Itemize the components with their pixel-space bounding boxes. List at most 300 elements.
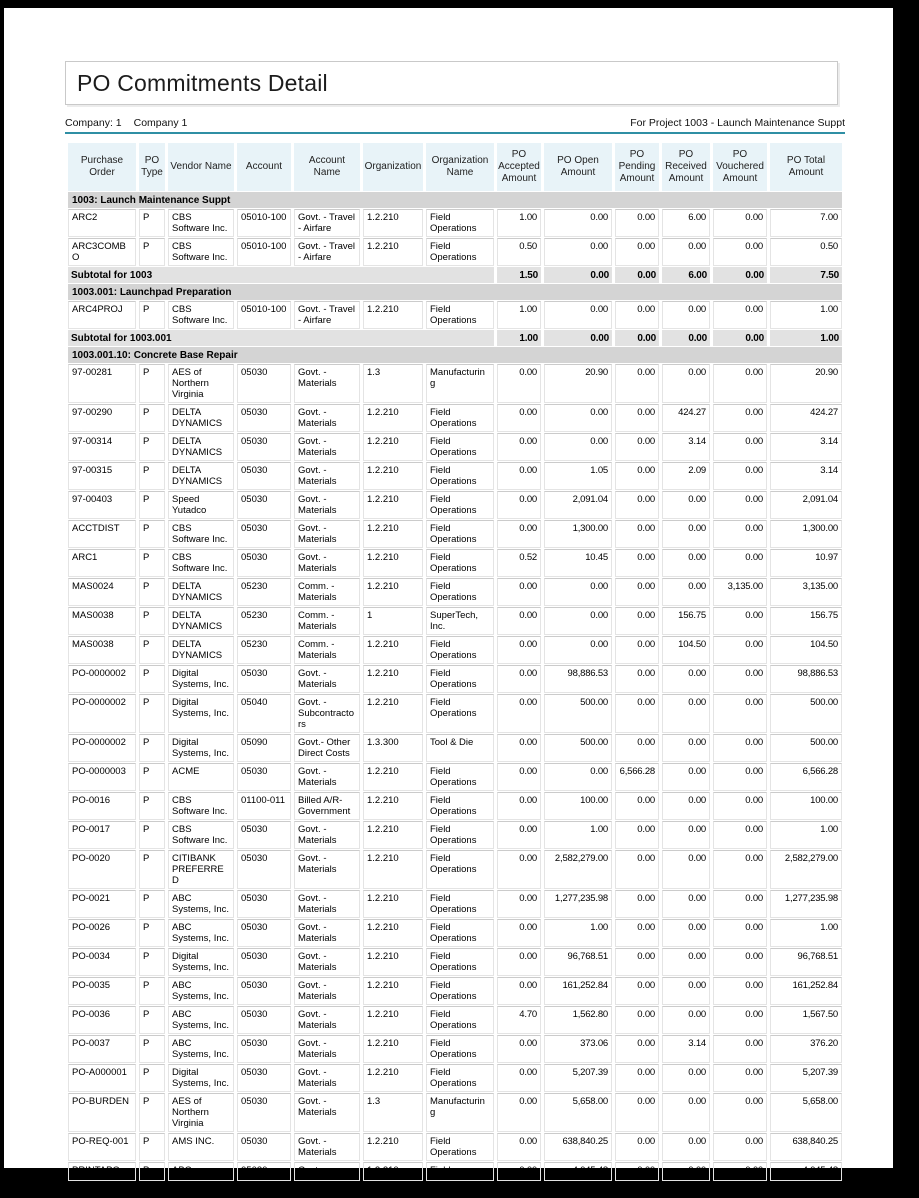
account-name-cell: Govt. - Materials xyxy=(294,890,360,918)
account-cell: 05030 xyxy=(237,520,291,548)
organization-name-cell: Field Operations xyxy=(426,821,494,849)
organization-name-cell: Field Operations xyxy=(426,1035,494,1063)
po-vouchered-amount-cell: 0.00 xyxy=(713,520,767,548)
organization-cell: 1.2.210 xyxy=(363,578,423,606)
organization-cell: 1.2.210 xyxy=(363,301,423,329)
organization-name-cell: Field Operations xyxy=(426,792,494,820)
vendor-name-cell: ABC Systems, Inc. xyxy=(168,977,234,1005)
po-total-amount-cell: 500.00 xyxy=(770,694,842,733)
po-table-row xyxy=(68,238,842,266)
account-cell: 05030 xyxy=(237,1162,291,1181)
subtotal-po-total-amount: 7.50 xyxy=(770,267,842,283)
po-accepted-amount-cell: 0.00 xyxy=(497,636,541,664)
po-table-row xyxy=(68,821,842,849)
po-open-amount-cell: 0.00 xyxy=(544,238,612,266)
po-vouchered-amount-cell: 0.00 xyxy=(713,665,767,693)
account-name-cell: Govt. - Materials xyxy=(294,1064,360,1092)
po-accepted-amount-cell: 0.00 xyxy=(497,948,541,976)
po-pending-amount-cell: 0.00 xyxy=(615,520,659,548)
organization-name-cell: Field Operations xyxy=(426,578,494,606)
purchase-order-cell: PO-A000001 xyxy=(68,1064,136,1092)
po-vouchered-amount-cell: 0.00 xyxy=(713,694,767,733)
purchase-order-cell: ACCTDIST xyxy=(68,520,136,548)
account-cell: 05030 xyxy=(237,821,291,849)
po-open-amount-cell: 20.90 xyxy=(544,364,612,403)
po-pending-amount-cell: 0.00 xyxy=(615,636,659,664)
po-received-amount-cell: 0.00 xyxy=(662,850,710,889)
account-name-cell: Govt. - Materials xyxy=(294,1093,360,1132)
account-cell: 05030 xyxy=(237,364,291,403)
account-cell: 05030 xyxy=(237,549,291,577)
group-header-label: 1003.001: Launchpad Preparation xyxy=(68,284,842,300)
po-vouchered-amount-cell: 0.00 xyxy=(713,209,767,237)
po-pending-amount-cell: 6,566.28 xyxy=(615,763,659,791)
organization-name-cell: Field Operations xyxy=(426,433,494,461)
po-open-amount-cell: 373.06 xyxy=(544,1035,612,1063)
account-cell: 05230 xyxy=(237,636,291,664)
po-total-amount-cell: 10.97 xyxy=(770,549,842,577)
report-meta-row xyxy=(65,117,845,134)
po-type-cell: P xyxy=(139,694,165,733)
vendor-name-cell: DELTA DYNAMICS xyxy=(168,636,234,664)
po-pending-amount-cell: 0.00 xyxy=(615,948,659,976)
account-name-cell: Billed A/R-Government xyxy=(294,792,360,820)
po-accepted-amount-cell: 0.00 xyxy=(497,763,541,791)
po-accepted-amount-cell: 0.00 xyxy=(497,404,541,432)
vendor-name-cell: CBS Software Inc. xyxy=(168,301,234,329)
po-open-amount-cell: 638,840.25 xyxy=(544,1133,612,1161)
po-accepted-amount-cell: 0.00 xyxy=(497,433,541,461)
account-cell: 05010-100 xyxy=(237,238,291,266)
vendor-name-cell: Digital Systems, Inc. xyxy=(168,694,234,733)
po-pending-amount-cell: 0.00 xyxy=(615,919,659,947)
report-page xyxy=(4,8,893,1198)
po-open-amount-cell: 10.45 xyxy=(544,549,612,577)
po-table-row xyxy=(68,1093,842,1132)
po-type-cell: P xyxy=(139,665,165,693)
col-header-po-received-amount: PO Received Amount xyxy=(662,143,710,191)
vendor-name-cell: ABC Systems, Inc. xyxy=(168,919,234,947)
purchase-order-cell: ARC3COMBO xyxy=(68,238,136,266)
account-name-cell: Govt. - Materials xyxy=(294,520,360,548)
organization-cell: 1.2.210 xyxy=(363,1035,423,1063)
po-total-amount-cell: 1,567.50 xyxy=(770,1006,842,1034)
subtotal-po-open-amount: 0.00 xyxy=(544,330,612,346)
po-received-amount-cell: 0.00 xyxy=(662,977,710,1005)
purchase-order-cell: PO-0034 xyxy=(68,948,136,976)
subtotal-po-received-amount: 6.00 xyxy=(662,267,710,283)
account-cell: 05030 xyxy=(237,977,291,1005)
account-name-cell: Govt. - Materials xyxy=(294,549,360,577)
po-commitments-table xyxy=(65,142,845,1182)
po-open-amount-cell: 0.00 xyxy=(544,763,612,791)
col-header-organization-name: Organization Name xyxy=(426,143,494,191)
subtotal-po-pending-amount: 0.00 xyxy=(615,267,659,283)
po-vouchered-amount-cell: 0.00 xyxy=(713,1006,767,1034)
account-cell: 05030 xyxy=(237,850,291,889)
po-total-amount-cell: 424.27 xyxy=(770,404,842,432)
po-vouchered-amount-cell: 0.00 xyxy=(713,919,767,947)
account-cell: 05030 xyxy=(237,763,291,791)
po-total-amount-cell: 376.20 xyxy=(770,1035,842,1063)
po-open-amount-cell: 0.00 xyxy=(544,433,612,461)
po-vouchered-amount-cell: 0.00 xyxy=(713,433,767,461)
organization-name-cell: Field Operations xyxy=(426,694,494,733)
vendor-name-cell: DELTA DYNAMICS xyxy=(168,404,234,432)
organization-cell: 1.2.210 xyxy=(363,1006,423,1034)
account-name-cell: Govt.- Other Direct Costs xyxy=(294,734,360,762)
po-table-row xyxy=(68,404,842,432)
group-header-row xyxy=(68,192,842,208)
subtotal-po-open-amount: 0.00 xyxy=(544,267,612,283)
po-table-row xyxy=(68,209,842,237)
po-open-amount-cell: 1,277,235.98 xyxy=(544,890,612,918)
subtotal-label: Subtotal for 1003 xyxy=(68,267,494,283)
account-cell: 05030 xyxy=(237,1064,291,1092)
po-received-amount-cell: 0.00 xyxy=(662,763,710,791)
purchase-order-cell: MAS0038 xyxy=(68,636,136,664)
account-name-cell: Govt. - Materials xyxy=(294,763,360,791)
purchase-order-cell: PO-0000002 xyxy=(68,694,136,733)
account-name-cell: Comm. - Materials xyxy=(294,578,360,606)
purchase-order-cell: PO-0036 xyxy=(68,1006,136,1034)
po-received-amount-cell: 0.00 xyxy=(662,520,710,548)
account-cell: 05030 xyxy=(237,1133,291,1161)
po-pending-amount-cell: 0.00 xyxy=(615,607,659,635)
purchase-order-cell: PRINTAPO xyxy=(68,1162,136,1181)
account-cell: 05030 xyxy=(237,1093,291,1132)
po-open-amount-cell: 1,562.80 xyxy=(544,1006,612,1034)
organization-cell: 1.2.210 xyxy=(363,948,423,976)
account-cell: 05030 xyxy=(237,433,291,461)
table-header-row xyxy=(68,143,842,191)
col-header-po-vouchered-amount: PO Vouchered Amount xyxy=(713,143,767,191)
vendor-name-cell: AES of Northern Virginia xyxy=(168,1093,234,1132)
po-received-amount-cell: 3.14 xyxy=(662,1035,710,1063)
organization-name-cell: Field Operations xyxy=(426,665,494,693)
po-total-amount-cell: 100.00 xyxy=(770,792,842,820)
po-table-body xyxy=(68,192,842,1181)
po-received-amount-cell: 0.00 xyxy=(662,1093,710,1132)
po-vouchered-amount-cell: 0.00 xyxy=(713,948,767,976)
group-header-label: 1003.001.10: Concrete Base Repair xyxy=(68,347,842,363)
organization-cell: 1.2.210 xyxy=(363,1064,423,1092)
po-vouchered-amount-cell: 0.00 xyxy=(713,850,767,889)
purchase-order-cell: 97-00281 xyxy=(68,364,136,403)
organization-name-cell: Manufacturing xyxy=(426,364,494,403)
vendor-name-cell: AES of Northern Virginia xyxy=(168,364,234,403)
account-cell: 05010-100 xyxy=(237,301,291,329)
vendor-name-cell: Digital Systems, Inc. xyxy=(168,734,234,762)
account-cell: 05030 xyxy=(237,404,291,432)
po-type-cell: P xyxy=(139,1093,165,1132)
purchase-order-cell: 97-00314 xyxy=(68,433,136,461)
organization-name-cell: Field Operations xyxy=(426,919,494,947)
po-pending-amount-cell: 0.00 xyxy=(615,1064,659,1092)
po-total-amount-cell: 1.00 xyxy=(770,301,842,329)
purchase-order-cell: PO-REQ-001 xyxy=(68,1133,136,1161)
po-pending-amount-cell: 0.00 xyxy=(615,578,659,606)
po-total-amount-cell: 96,768.51 xyxy=(770,948,842,976)
po-open-amount-cell: 5,207.39 xyxy=(544,1064,612,1092)
company-info xyxy=(65,117,187,129)
purchase-order-cell: 97-00403 xyxy=(68,491,136,519)
account-cell: 05090 xyxy=(237,734,291,762)
po-open-amount-cell: 1.00 xyxy=(544,821,612,849)
po-type-cell: P xyxy=(139,1006,165,1034)
po-open-amount-cell: 4,045.48 xyxy=(544,1162,612,1181)
organization-name-cell: Field Operations xyxy=(426,890,494,918)
vendor-name-cell: DELTA DYNAMICS xyxy=(168,433,234,461)
po-pending-amount-cell: 0.00 xyxy=(615,404,659,432)
organization-cell: 1.2.210 xyxy=(363,977,423,1005)
vendor-name-cell: CBS Software Inc. xyxy=(168,821,234,849)
po-received-amount-cell: 6.00 xyxy=(662,209,710,237)
organization-cell: 1.2.210 xyxy=(363,549,423,577)
vendor-name-cell: Digital Systems, Inc. xyxy=(168,1064,234,1092)
po-open-amount-cell: 2,582,279.00 xyxy=(544,850,612,889)
vendor-name-cell: CBS Software Inc. xyxy=(168,520,234,548)
col-header-po-total-amount: PO Total Amount xyxy=(770,143,842,191)
po-table-row xyxy=(68,919,842,947)
po-type-cell: P xyxy=(139,238,165,266)
po-open-amount-cell: 98,886.53 xyxy=(544,665,612,693)
po-pending-amount-cell: 0.00 xyxy=(615,977,659,1005)
po-total-amount-cell: 500.00 xyxy=(770,734,842,762)
organization-cell: 1.2.210 xyxy=(363,890,423,918)
po-table-row xyxy=(68,520,842,548)
po-vouchered-amount-cell: 0.00 xyxy=(713,890,767,918)
account-name-cell: Govt. - Materials xyxy=(294,850,360,889)
po-received-amount-cell: 2.09 xyxy=(662,462,710,490)
po-table-row xyxy=(68,462,842,490)
po-vouchered-amount-cell: 0.00 xyxy=(713,1162,767,1181)
po-vouchered-amount-cell: 0.00 xyxy=(713,792,767,820)
vendor-name-cell: DELTA DYNAMICS xyxy=(168,462,234,490)
po-open-amount-cell: 0.00 xyxy=(544,636,612,664)
po-total-amount-cell: 20.90 xyxy=(770,364,842,403)
po-total-amount-cell: 3.14 xyxy=(770,462,842,490)
vendor-name-cell: CBS Software Inc. xyxy=(168,792,234,820)
po-received-amount-cell: 0.00 xyxy=(662,821,710,849)
vendor-name-cell: Speed Yutadco xyxy=(168,491,234,519)
po-total-amount-cell: 3,135.00 xyxy=(770,578,842,606)
purchase-order-cell: ARC1 xyxy=(68,549,136,577)
po-accepted-amount-cell: 0.00 xyxy=(497,364,541,403)
po-vouchered-amount-cell: 0.00 xyxy=(713,734,767,762)
account-cell: 05230 xyxy=(237,607,291,635)
account-cell: 05230 xyxy=(237,578,291,606)
project-scope-label: For Project 1003 - Launch Maintenance Suppt xyxy=(630,117,845,129)
po-accepted-amount-cell: 0.00 xyxy=(497,491,541,519)
po-type-cell: P xyxy=(139,792,165,820)
po-accepted-amount-cell: 0.00 xyxy=(497,665,541,693)
organization-name-cell: Field Operations xyxy=(426,1133,494,1161)
subtotal-po-total-amount: 1.00 xyxy=(770,330,842,346)
organization-name-cell: Field Operations xyxy=(426,491,494,519)
vendor-name-cell: ABC Systems, Inc. xyxy=(168,890,234,918)
po-total-amount-cell: 6,566.28 xyxy=(770,763,842,791)
po-pending-amount-cell: 0.00 xyxy=(615,792,659,820)
vendor-name-cell: Digital Systems, Inc. xyxy=(168,948,234,976)
account-name-cell: Govt. - Materials xyxy=(294,665,360,693)
po-accepted-amount-cell: 0.00 xyxy=(497,462,541,490)
account-name-cell: Govt. - Materials xyxy=(294,977,360,1005)
po-type-cell: P xyxy=(139,1133,165,1161)
po-type-cell: P xyxy=(139,462,165,490)
purchase-order-cell: 97-00315 xyxy=(68,462,136,490)
po-total-amount-cell: 1.00 xyxy=(770,821,842,849)
po-table-row xyxy=(68,549,842,577)
account-name-cell: Govt. - Materials xyxy=(294,491,360,519)
po-received-amount-cell: 0.00 xyxy=(662,694,710,733)
po-open-amount-cell: 1.00 xyxy=(544,919,612,947)
organization-name-cell: Field Operations xyxy=(426,520,494,548)
purchase-order-cell: PO-0037 xyxy=(68,1035,136,1063)
group-header-row xyxy=(68,347,842,363)
company-name: Company 1 xyxy=(133,117,188,129)
po-accepted-amount-cell: 0.00 xyxy=(497,1064,541,1092)
organization-cell: 1.2.210 xyxy=(363,850,423,889)
po-received-amount-cell: 0.00 xyxy=(662,948,710,976)
organization-name-cell: Field Operations xyxy=(426,850,494,889)
organization-cell: 1.2.210 xyxy=(363,821,423,849)
purchase-order-cell: PO-0020 xyxy=(68,850,136,889)
organization-cell: 1.2.210 xyxy=(363,520,423,548)
po-received-amount-cell: 104.50 xyxy=(662,636,710,664)
po-received-amount-cell: 0.00 xyxy=(662,578,710,606)
col-header-po-type: PO Type xyxy=(139,143,165,191)
po-open-amount-cell: 500.00 xyxy=(544,694,612,733)
po-table-row xyxy=(68,890,842,918)
po-received-amount-cell: 0.00 xyxy=(662,238,710,266)
po-vouchered-amount-cell: 0.00 xyxy=(713,821,767,849)
po-vouchered-amount-cell: 0.00 xyxy=(713,301,767,329)
po-accepted-amount-cell: 0.00 xyxy=(497,1093,541,1132)
po-open-amount-cell: 0.00 xyxy=(544,209,612,237)
po-accepted-amount-cell: 0.00 xyxy=(497,607,541,635)
report-content xyxy=(65,61,845,1198)
po-pending-amount-cell: 0.00 xyxy=(615,364,659,403)
po-total-amount-cell: 1,300.00 xyxy=(770,520,842,548)
po-table-row xyxy=(68,1162,842,1181)
po-received-amount-cell: 0.00 xyxy=(662,549,710,577)
col-header-account: Account xyxy=(237,143,291,191)
po-received-amount-cell: 0.00 xyxy=(662,301,710,329)
po-type-cell: P xyxy=(139,578,165,606)
po-vouchered-amount-cell: 0.00 xyxy=(713,549,767,577)
col-header-organization: Organization xyxy=(363,143,423,191)
purchase-order-cell: MAS0038 xyxy=(68,607,136,635)
col-header-purchase-order: Purchase Order xyxy=(68,143,136,191)
organization-name-cell: Field Operations xyxy=(426,209,494,237)
po-pending-amount-cell: 0.00 xyxy=(615,890,659,918)
po-total-amount-cell: 156.75 xyxy=(770,607,842,635)
po-total-amount-cell: 2,091.04 xyxy=(770,491,842,519)
purchase-order-cell: ARC2 xyxy=(68,209,136,237)
po-accepted-amount-cell: 1.00 xyxy=(497,301,541,329)
subtotal-row xyxy=(68,267,842,283)
po-pending-amount-cell: 0.00 xyxy=(615,238,659,266)
organization-cell: 1.3.300 xyxy=(363,734,423,762)
account-name-cell: Govt. - Materials xyxy=(294,1006,360,1034)
purchase-order-cell: 97-00290 xyxy=(68,404,136,432)
vendor-name-cell: Digital Systems, Inc. xyxy=(168,665,234,693)
subtotal-row xyxy=(68,330,842,346)
po-accepted-amount-cell: 0.00 xyxy=(497,977,541,1005)
organization-name-cell: Field Operations xyxy=(426,549,494,577)
purchase-order-cell: PO-0000002 xyxy=(68,665,136,693)
po-type-cell: P xyxy=(139,364,165,403)
account-name-cell: Govt. - Travel - Airfare xyxy=(294,301,360,329)
po-vouchered-amount-cell: 0.00 xyxy=(713,1035,767,1063)
po-type-cell: P xyxy=(139,734,165,762)
po-total-amount-cell: 161,252.84 xyxy=(770,977,842,1005)
po-total-amount-cell: 7.00 xyxy=(770,209,842,237)
po-accepted-amount-cell: 0.00 xyxy=(497,734,541,762)
po-accepted-amount-cell: 0.00 xyxy=(497,850,541,889)
po-accepted-amount-cell: 0.00 xyxy=(497,1133,541,1161)
po-open-amount-cell: 96,768.51 xyxy=(544,948,612,976)
organization-cell: 1 xyxy=(363,607,423,635)
account-name-cell: Govt. - Materials xyxy=(294,1035,360,1063)
account-cell: 05030 xyxy=(237,890,291,918)
po-total-amount-cell: 5,207.39 xyxy=(770,1064,842,1092)
organization-name-cell: Manufacturing xyxy=(426,1093,494,1132)
page-footer: Page 1 of 2 xyxy=(429,1187,481,1198)
account-name-cell: Govt. - Materials xyxy=(294,821,360,849)
po-pending-amount-cell: 0.00 xyxy=(615,491,659,519)
po-pending-amount-cell: 0.00 xyxy=(615,1035,659,1063)
po-vouchered-amount-cell: 0.00 xyxy=(713,1093,767,1132)
po-total-amount-cell: 4,045.48 xyxy=(770,1162,842,1181)
organization-cell: 1.2.210 xyxy=(363,665,423,693)
po-table-row xyxy=(68,607,842,635)
po-type-cell: P xyxy=(139,821,165,849)
po-pending-amount-cell: 0.00 xyxy=(615,209,659,237)
po-vouchered-amount-cell: 0.00 xyxy=(713,364,767,403)
organization-cell: 1.2.210 xyxy=(363,238,423,266)
purchase-order-cell: PO-0016 xyxy=(68,792,136,820)
purchase-order-cell: PO-0021 xyxy=(68,890,136,918)
po-type-cell: P xyxy=(139,404,165,432)
subtotal-po-pending-amount: 0.00 xyxy=(615,330,659,346)
organization-name-cell: Field Operations xyxy=(426,977,494,1005)
col-header-account-name: Account Name xyxy=(294,143,360,191)
account-cell: 05030 xyxy=(237,462,291,490)
account-name-cell: Govt. - Materials xyxy=(294,1133,360,1161)
po-total-amount-cell: 104.50 xyxy=(770,636,842,664)
organization-name-cell: Field Operations xyxy=(426,404,494,432)
vendor-name-cell: CBS Software Inc. xyxy=(168,209,234,237)
po-open-amount-cell: 1.05 xyxy=(544,462,612,490)
col-header-po-accepted-amount: PO Accepted Amount xyxy=(497,143,541,191)
po-total-amount-cell: 638,840.25 xyxy=(770,1133,842,1161)
po-type-cell: P xyxy=(139,948,165,976)
po-received-amount-cell: 0.00 xyxy=(662,1064,710,1092)
vendor-name-cell: AMS INC. xyxy=(168,1133,234,1161)
po-pending-amount-cell: 0.00 xyxy=(615,850,659,889)
po-type-cell: P xyxy=(139,301,165,329)
organization-cell: 1.2.210 xyxy=(363,919,423,947)
po-pending-amount-cell: 0.00 xyxy=(615,1093,659,1132)
po-accepted-amount-cell: 0.00 xyxy=(497,1035,541,1063)
account-name-cell: Govt. - Materials xyxy=(294,462,360,490)
po-type-cell: P xyxy=(139,636,165,664)
po-accepted-amount-cell: 0.52 xyxy=(497,549,541,577)
account-name-cell: Comm. - Materials xyxy=(294,636,360,664)
po-vouchered-amount-cell: 0.00 xyxy=(713,607,767,635)
